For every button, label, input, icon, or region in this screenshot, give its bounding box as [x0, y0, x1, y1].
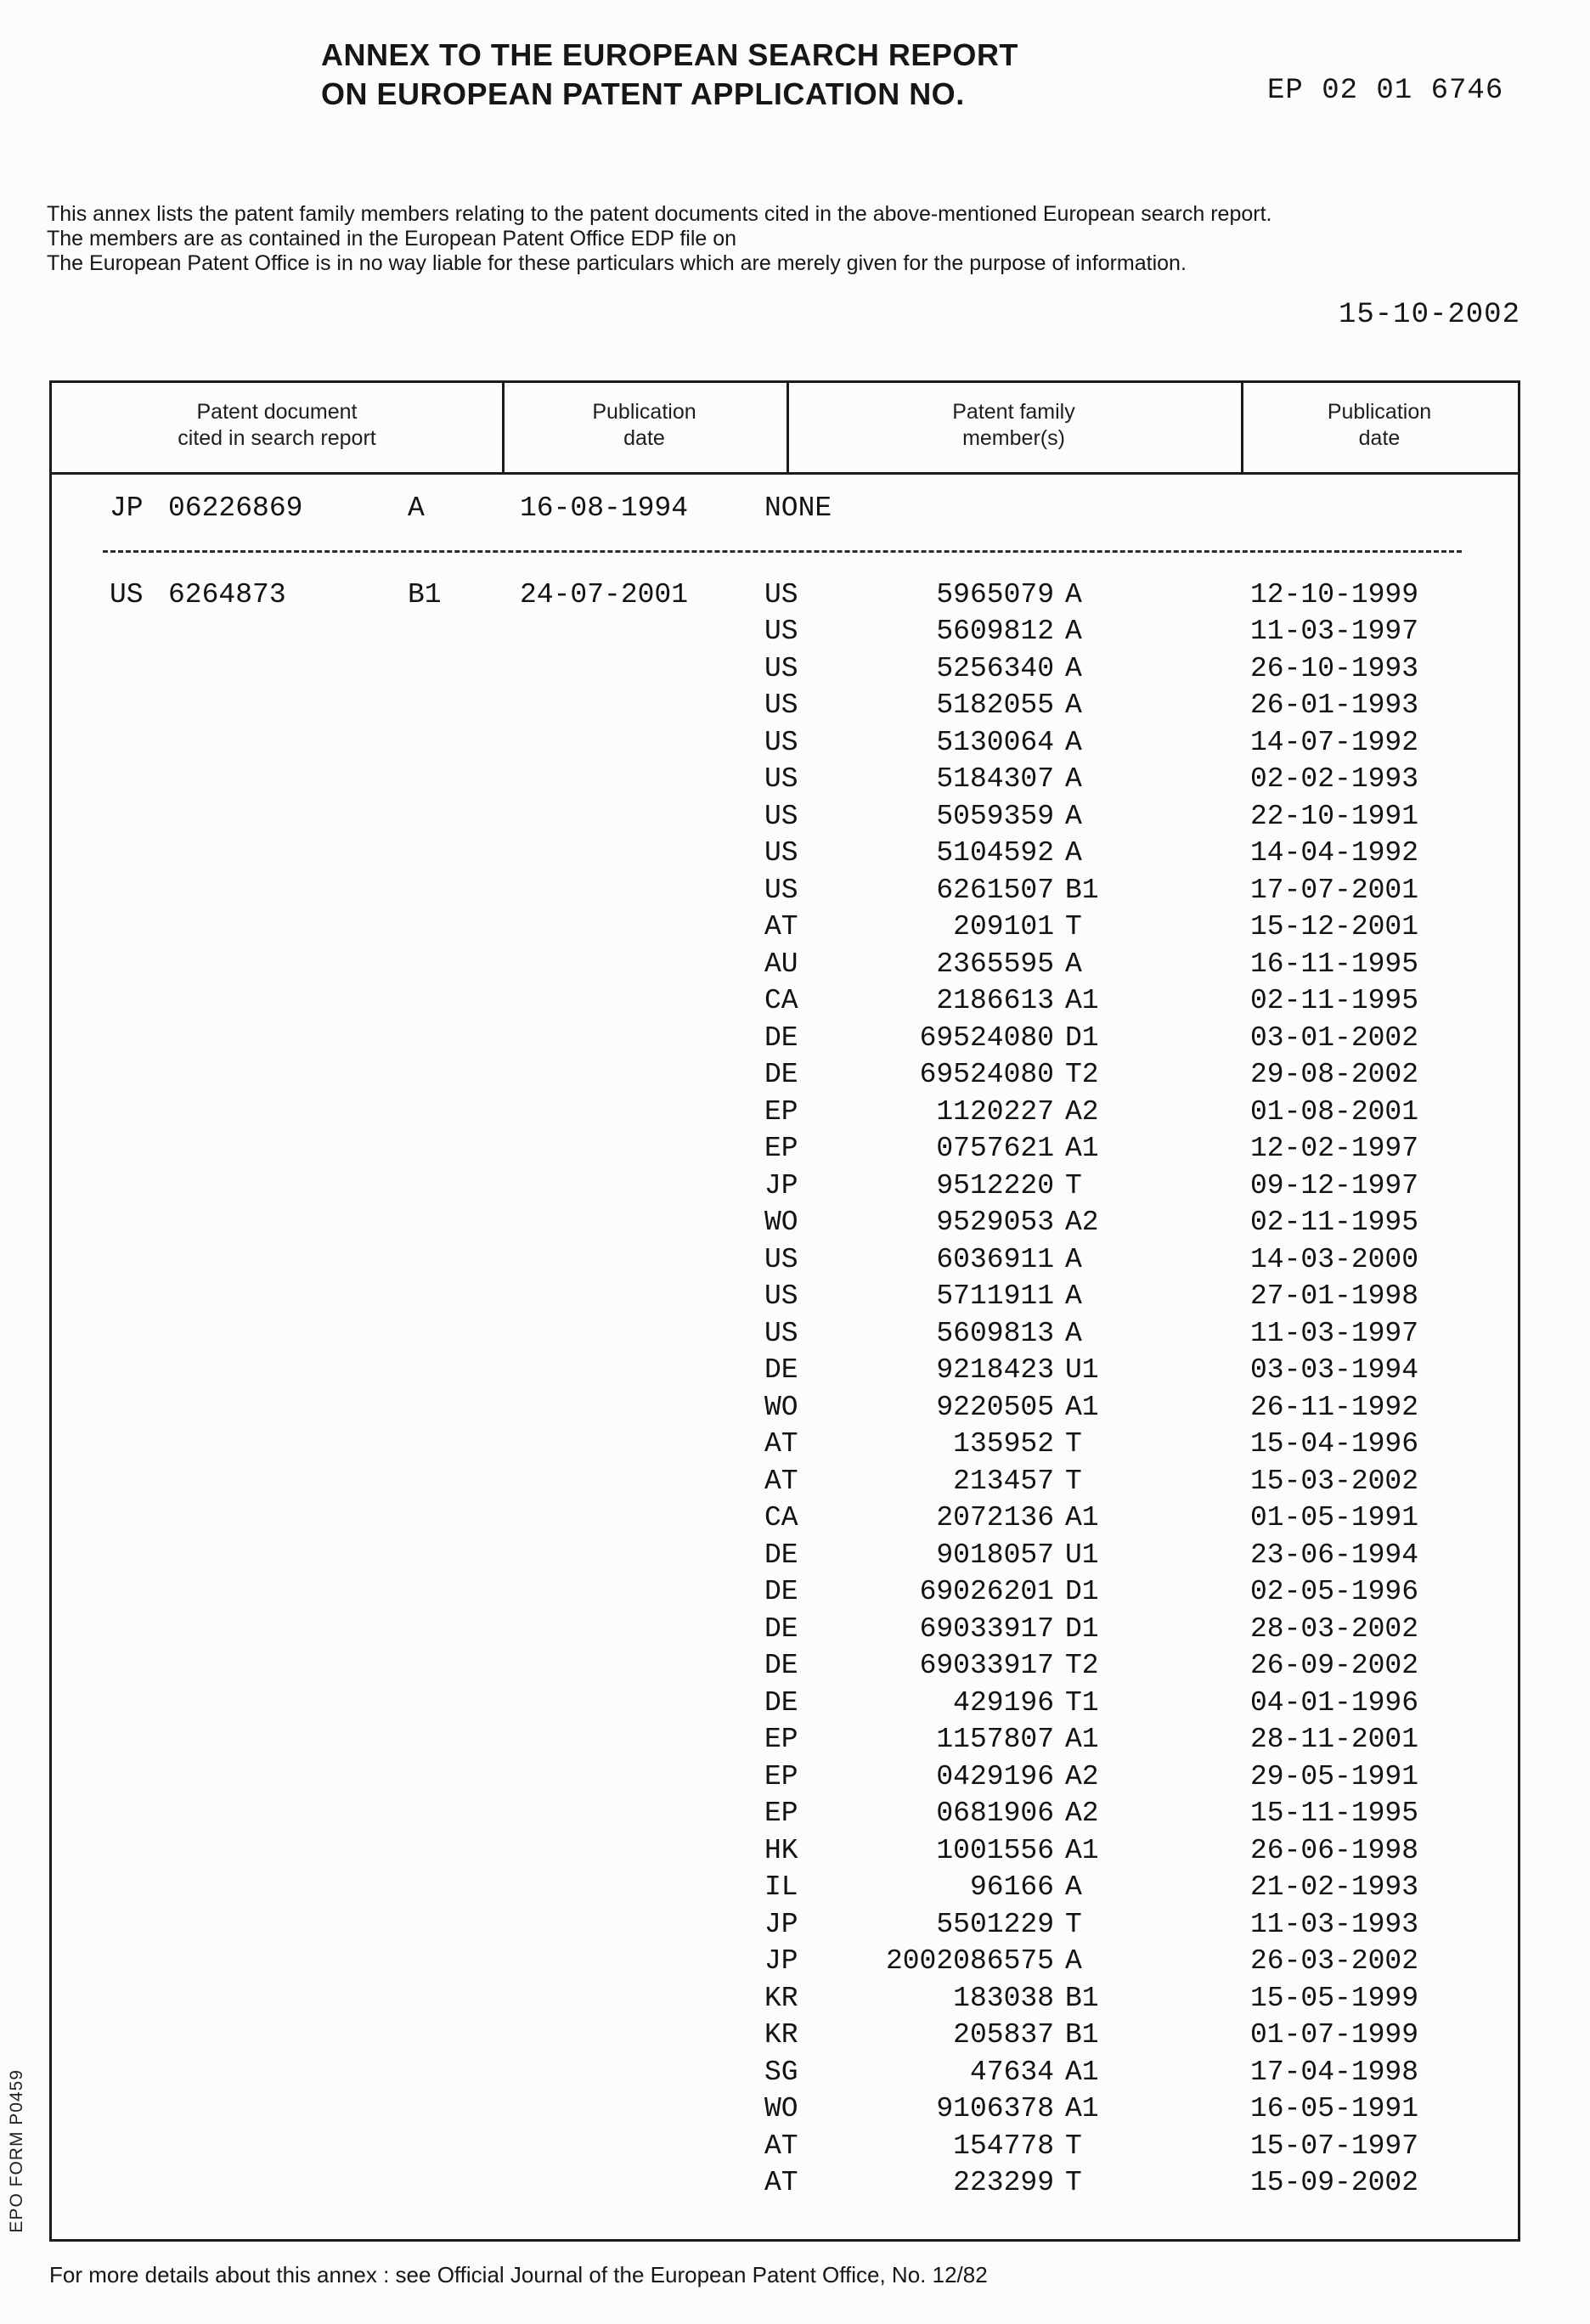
family-patent-number: 9018057 — [936, 1539, 1054, 1571]
family-publication-date: 15-05-1999 — [1250, 1982, 1419, 2014]
family-country-code: KR — [764, 2019, 798, 2051]
family-kind-code: B1 — [1065, 2019, 1099, 2051]
family-kind-code: D1 — [1065, 1576, 1099, 1607]
family-patent-number: 2186613 — [936, 985, 1054, 1016]
family-kind-code: T — [1065, 1465, 1082, 1497]
family-member-row — [52, 1943, 1518, 1980]
family-kind-code: A — [1065, 837, 1082, 869]
family-kind-code: A — [1065, 578, 1082, 611]
family-patent-number: 154778 — [953, 2130, 1054, 2162]
family-country-code: JP — [764, 1169, 798, 1201]
family-kind-code: T — [1065, 2130, 1082, 2162]
family-kind-code: D1 — [1065, 1021, 1099, 1054]
family-publication-date: 01-07-1999 — [1250, 2019, 1419, 2051]
family-kind-code: T1 — [1065, 1686, 1099, 1719]
family-member-row — [52, 2164, 1518, 2202]
family-member-row — [52, 2128, 1518, 2165]
family-patent-number: 96166 — [969, 1871, 1054, 1903]
family-patent-number: 213457 — [953, 1465, 1054, 1497]
family-member-row — [52, 1094, 1518, 1131]
family-publication-date: 26-06-1998 — [1250, 1834, 1419, 1866]
family-member-row — [52, 1352, 1518, 1389]
family-member-row — [52, 2090, 1518, 2128]
family-publication-date: 02-05-1996 — [1250, 1576, 1419, 1607]
family-country-code: DE — [764, 1021, 798, 1054]
family-member-row — [52, 1168, 1518, 1205]
family-member-row — [52, 613, 1518, 650]
family-country-code: DE — [764, 1686, 798, 1719]
family-member-row — [52, 1389, 1518, 1426]
title-line-2: ON EUROPEAN PATENT APPLICATION NO. — [321, 76, 965, 111]
family-country-code: AT — [764, 1465, 798, 1497]
family-patent-number: 6036911 — [936, 1243, 1054, 1275]
family-country-code: US — [764, 1280, 798, 1312]
family-kind-code: T — [1065, 911, 1082, 943]
family-patent-number: 9218423 — [936, 1354, 1054, 1386]
family-member-row — [52, 1980, 1518, 2017]
family-publication-date: 15-07-1997 — [1250, 2130, 1419, 2162]
family-country-code: CA — [764, 985, 798, 1016]
family-publication-date: 12-10-1999 — [1250, 578, 1419, 611]
family-country-code: AU — [764, 948, 798, 980]
family-publication-date: 28-11-2001 — [1250, 1724, 1419, 1755]
family-member-row — [52, 1795, 1518, 1832]
family-member-row — [52, 577, 1518, 614]
family-patent-number: 135952 — [953, 1428, 1054, 1460]
family-kind-code: A1 — [1065, 1724, 1099, 1755]
family-member-row — [52, 909, 1518, 946]
table-header-row — [52, 383, 1518, 475]
family-kind-code: A — [1065, 1945, 1082, 1977]
family-country-code: EP — [764, 1760, 798, 1792]
family-publication-date: 02-11-1995 — [1250, 985, 1419, 1016]
intro-paragraph — [47, 202, 1525, 276]
family-publication-date: 23-06-1994 — [1250, 1539, 1419, 1571]
family-patent-number: 5182055 — [936, 689, 1054, 721]
family-country-code: US — [764, 578, 798, 611]
cited-country-code: JP — [110, 492, 144, 524]
intro-line-1: This annex lists the patent family members relating to the patent documents cited in the above-mentioned European search report. — [47, 202, 1272, 226]
family-publication-date: 26-10-1993 — [1250, 652, 1419, 684]
intro-line-2: The members are as contained in the European Patent Office EDP file on — [47, 227, 737, 250]
family-kind-code: T — [1065, 1169, 1082, 1201]
family-publication-date: 02-02-1993 — [1250, 763, 1419, 795]
family-member-row — [52, 1869, 1518, 1906]
family-member-row — [52, 1056, 1518, 1094]
family-kind-code: T — [1065, 1428, 1082, 1460]
family-publication-date: 15-03-2002 — [1250, 1465, 1419, 1497]
family-patent-number: 5609812 — [936, 616, 1054, 647]
family-patent-number: 5130064 — [936, 726, 1054, 758]
family-kind-code: A — [1065, 1317, 1082, 1349]
family-kind-code: B1 — [1065, 1982, 1099, 2014]
family-member-row — [52, 872, 1518, 909]
family-kind-code: U1 — [1065, 1354, 1099, 1386]
family-member-row — [52, 2017, 1518, 2054]
family-publication-date: 15-09-2002 — [1250, 2167, 1419, 2198]
family-member-row — [52, 1315, 1518, 1353]
family-member-row — [52, 1204, 1518, 1241]
family-kind-code: A2 — [1065, 1798, 1099, 1829]
family-kind-code: A — [1065, 689, 1082, 721]
family-member-row — [52, 1278, 1518, 1315]
family-country-code: SG — [764, 2056, 798, 2088]
family-member-row — [52, 490, 1518, 527]
family-member-row — [52, 1647, 1518, 1685]
family-country-code: HK — [764, 1834, 798, 1866]
patent-family-table — [49, 380, 1520, 2242]
family-member-row — [52, 1500, 1518, 1537]
family-publication-date: 15-04-1996 — [1250, 1428, 1419, 1460]
family-patent-number: 69524080 — [919, 1059, 1054, 1090]
cited-publication-date: 24-07-2001 — [520, 578, 689, 611]
application-number: EP 02 01 6746 — [1267, 75, 1504, 107]
family-patent-number: 9220505 — [936, 1391, 1054, 1423]
family-patent-number: 69524080 — [919, 1021, 1054, 1054]
family-kind-code: A — [1065, 800, 1082, 832]
family-publication-date: 14-03-2000 — [1250, 1243, 1419, 1275]
family-publication-date: 15-11-1995 — [1250, 1798, 1419, 1829]
family-kind-code: A — [1065, 1871, 1082, 1903]
family-kind-code: A2 — [1065, 1095, 1099, 1128]
citation-row — [52, 577, 1518, 2202]
family-publication-date: 09-12-1997 — [1250, 1169, 1419, 1201]
family-country-code: AT — [764, 2130, 798, 2162]
family-member-row — [52, 687, 1518, 724]
family-member-row — [52, 1721, 1518, 1758]
family-publication-date: 29-08-2002 — [1250, 1059, 1419, 1090]
family-member-row — [52, 1758, 1518, 1796]
family-kind-code: B1 — [1065, 874, 1099, 906]
family-patent-number: 5184307 — [936, 763, 1054, 795]
family-kind-code: A — [1065, 763, 1082, 795]
family-country-code: KR — [764, 1982, 798, 2014]
family-country-code: AT — [764, 1428, 798, 1460]
column-header-patent-family: Patent family member(s) — [952, 400, 1075, 450]
family-publication-date: 29-05-1991 — [1250, 1760, 1419, 1792]
intro-line-3: The European Patent Office is in no way liable for these particulars which are merely given for the purpose of information. — [47, 251, 1187, 275]
family-member-row — [52, 1906, 1518, 1944]
family-country-code: WO — [764, 1391, 798, 1423]
family-member-row — [52, 724, 1518, 762]
family-patent-number: 69026201 — [919, 1576, 1054, 1607]
family-patent-number: 5256340 — [936, 652, 1054, 684]
family-patent-number: 0429196 — [936, 1760, 1054, 1792]
family-patent-number: 9512220 — [936, 1169, 1054, 1201]
report-date: 15-10-2002 — [1338, 299, 1520, 331]
cited-kind-code: A — [408, 492, 425, 524]
family-country-code: DE — [764, 1576, 798, 1607]
cited-patent-number: 06226869 — [168, 492, 303, 524]
family-kind-code: A1 — [1065, 2093, 1099, 2124]
family-member-row — [52, 2054, 1518, 2091]
column-header-publication-date-2: Publication date — [1327, 400, 1432, 450]
family-kind-code: A1 — [1065, 985, 1099, 1016]
family-patent-number: 9529053 — [936, 1207, 1054, 1238]
family-publication-date: 21-02-1993 — [1250, 1871, 1419, 1903]
family-member-row — [52, 1463, 1518, 1500]
family-patent-number: 9106378 — [936, 2093, 1054, 2124]
family-member-row — [52, 1573, 1518, 1611]
family-member-row — [52, 1537, 1518, 1574]
family-patent-number: 5965079 — [936, 578, 1054, 611]
family-kind-code: A — [1065, 1243, 1082, 1275]
cited-publication-date: 16-08-1994 — [520, 492, 689, 524]
family-country-code: DE — [764, 1539, 798, 1571]
family-country-code: US — [764, 837, 798, 869]
family-member-row — [52, 1130, 1518, 1168]
family-publication-date: 14-07-1992 — [1250, 726, 1419, 758]
family-publication-date: 26-03-2002 — [1250, 1945, 1419, 1977]
family-member-row — [52, 982, 1518, 1020]
family-patent-number: 1157807 — [936, 1724, 1054, 1755]
family-publication-date: 14-04-1992 — [1250, 837, 1419, 869]
family-kind-code: A — [1065, 948, 1082, 980]
family-patent-number: 69033917 — [919, 1650, 1054, 1681]
family-publication-date: 11-03-1997 — [1250, 616, 1419, 647]
family-publication-date: 01-05-1991 — [1250, 1502, 1419, 1533]
family-country-code: NONE — [764, 492, 832, 524]
family-patent-number: 5711911 — [936, 1280, 1054, 1312]
cited-country-code: US — [110, 578, 144, 611]
family-publication-date: 03-03-1994 — [1250, 1354, 1419, 1386]
family-kind-code: T2 — [1065, 1059, 1099, 1090]
family-country-code: JP — [764, 1908, 798, 1940]
family-kind-code: T — [1065, 1908, 1082, 1940]
family-kind-code: A — [1065, 1280, 1082, 1312]
family-member-row — [52, 1611, 1518, 1648]
table-body — [52, 477, 1518, 2239]
family-country-code: AT — [764, 911, 798, 943]
family-member-row — [52, 1832, 1518, 1870]
family-patent-number: 0681906 — [936, 1798, 1054, 1829]
family-country-code: US — [764, 1317, 798, 1349]
family-country-code: IL — [764, 1871, 798, 1903]
family-kind-code: A2 — [1065, 1760, 1099, 1792]
column-divider — [502, 383, 505, 475]
family-country-code: DE — [764, 1059, 798, 1090]
family-patent-number: 223299 — [953, 2167, 1054, 2198]
family-patent-number — [774, 490, 1054, 527]
family-patent-number: 0757621 — [936, 1133, 1054, 1164]
family-publication-date: 17-04-1998 — [1250, 2056, 1419, 2088]
family-patent-number: 209101 — [953, 911, 1054, 943]
family-country-code: US — [764, 616, 798, 647]
family-patent-number: 2002086575 — [885, 1945, 1054, 1977]
family-patent-number: 2365595 — [936, 948, 1054, 980]
family-publication-date: 26-11-1992 — [1250, 1391, 1419, 1423]
family-country-code: EP — [764, 1798, 798, 1829]
family-country-code: WO — [764, 2093, 798, 2124]
family-publication-date: 01-08-2001 — [1250, 1095, 1419, 1128]
family-kind-code: A1 — [1065, 2056, 1099, 2088]
family-kind-code: A1 — [1065, 1834, 1099, 1866]
family-kind-code: A1 — [1065, 1391, 1099, 1423]
family-publication-date: 03-01-2002 — [1250, 1021, 1419, 1054]
family-patent-number: 1001556 — [936, 1834, 1054, 1866]
family-country-code: US — [764, 874, 798, 906]
family-kind-code: A1 — [1065, 1502, 1099, 1533]
title-line-1: ANNEX TO THE EUROPEAN SEARCH REPORT — [321, 37, 1018, 72]
family-publication-date: 11-03-1993 — [1250, 1908, 1419, 1940]
family-patent-number: 5609813 — [936, 1317, 1054, 1349]
family-member-row — [52, 946, 1518, 983]
family-kind-code: A — [1065, 726, 1082, 758]
family-publication-date: 16-05-1991 — [1250, 2093, 1419, 2124]
family-publication-date: 17-07-2001 — [1250, 874, 1419, 906]
family-member-row — [52, 650, 1518, 688]
family-publication-date: 22-10-1991 — [1250, 800, 1419, 832]
citation-row — [52, 490, 1518, 527]
family-patent-number: 47634 — [969, 2056, 1054, 2088]
family-member-row — [52, 761, 1518, 798]
family-kind-code: A — [1065, 616, 1082, 647]
family-country-code: US — [764, 652, 798, 684]
family-patent-number: 205837 — [953, 2019, 1054, 2051]
family-member-row — [52, 1241, 1518, 1279]
family-patent-number: 2072136 — [936, 1502, 1054, 1533]
family-kind-code: T — [1065, 2167, 1082, 2198]
family-member-row — [52, 798, 1518, 836]
column-divider — [787, 383, 789, 475]
family-kind-code: U1 — [1065, 1539, 1099, 1571]
family-country-code: DE — [764, 1650, 798, 1681]
family-country-code: US — [764, 726, 798, 758]
family-member-row — [52, 835, 1518, 872]
family-patent-number: 5501229 — [936, 1908, 1054, 1940]
family-country-code: CA — [764, 1502, 798, 1533]
family-country-code: EP — [764, 1095, 798, 1128]
cited-patent-number: 6264873 — [168, 578, 286, 611]
family-patent-number: 5104592 — [936, 837, 1054, 869]
family-publication-date: 11-03-1997 — [1250, 1317, 1419, 1349]
family-publication-date: 28-03-2002 — [1250, 1612, 1419, 1645]
family-kind-code: D1 — [1065, 1612, 1099, 1645]
family-publication-date: 15-12-2001 — [1250, 911, 1419, 943]
family-kind-code: A1 — [1065, 1133, 1099, 1164]
family-patent-number: 5059359 — [936, 800, 1054, 832]
family-kind-code: A — [1065, 652, 1082, 684]
family-country-code: JP — [764, 1945, 798, 1977]
page-title — [321, 36, 1018, 114]
family-patent-number: 183038 — [953, 1982, 1054, 2014]
family-publication-date: 16-11-1995 — [1250, 948, 1419, 980]
column-divider — [1241, 383, 1243, 475]
family-country-code: AT — [764, 2167, 798, 2198]
epo-form-code: EPO FORM P0459 — [7, 2069, 26, 2233]
family-kind-code: T2 — [1065, 1650, 1099, 1681]
family-patent-number: 1120227 — [936, 1095, 1054, 1128]
family-country-code: EP — [764, 1724, 798, 1755]
family-patent-number: 6261507 — [936, 874, 1054, 906]
family-publication-date: 04-01-1996 — [1250, 1686, 1419, 1719]
row-separator — [103, 550, 1462, 553]
family-publication-date: 02-11-1995 — [1250, 1207, 1419, 1238]
family-country-code: DE — [764, 1354, 798, 1386]
column-header-publication-date: Publication date — [592, 400, 696, 450]
family-kind-code: A2 — [1065, 1207, 1099, 1238]
family-publication-date: 27-01-1998 — [1250, 1280, 1419, 1312]
family-publication-date: 26-09-2002 — [1250, 1650, 1419, 1681]
family-member-row — [52, 1020, 1518, 1057]
family-publication-date: 26-01-1993 — [1250, 689, 1419, 721]
family-country-code: US — [764, 800, 798, 832]
footer-note: For more details about this annex : see Official Journal of the European Patent Office, No. 12/82 — [49, 2262, 988, 2287]
family-country-code: EP — [764, 1133, 798, 1164]
family-publication-date: 12-02-1997 — [1250, 1133, 1419, 1164]
family-country-code: WO — [764, 1207, 798, 1238]
family-patent-number: 429196 — [953, 1686, 1054, 1719]
family-country-code: DE — [764, 1612, 798, 1645]
family-member-row — [52, 1426, 1518, 1463]
family-country-code: US — [764, 1243, 798, 1275]
column-header-patent-document: Patent document cited in search report — [178, 400, 376, 450]
family-patent-number: 69033917 — [919, 1612, 1054, 1645]
cited-kind-code: B1 — [408, 578, 442, 611]
family-country-code: US — [764, 763, 798, 795]
family-member-row — [52, 1685, 1518, 1722]
family-country-code: US — [764, 689, 798, 721]
